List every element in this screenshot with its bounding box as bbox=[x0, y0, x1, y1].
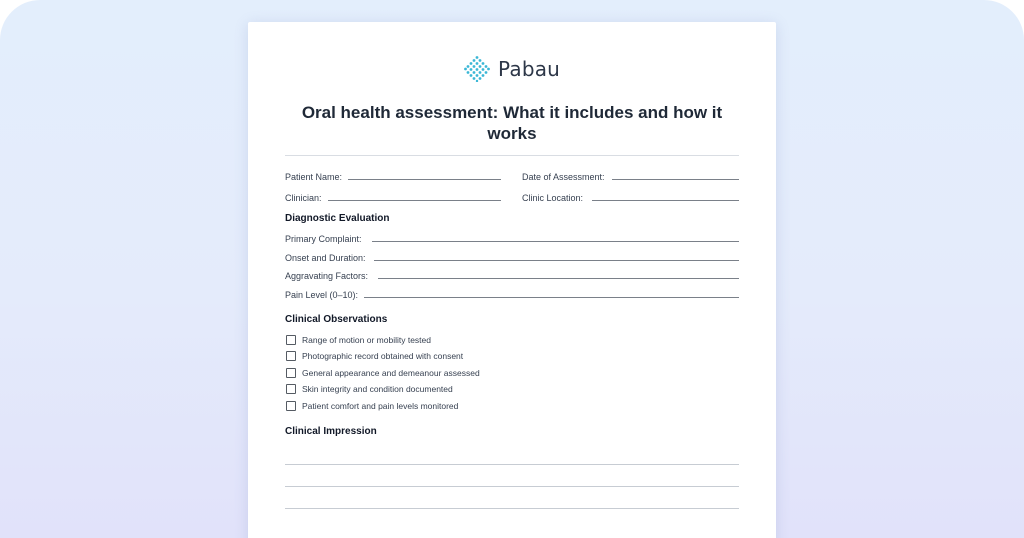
title-divider bbox=[285, 155, 739, 156]
onset-duration-label: Onset and Duration: bbox=[285, 253, 366, 263]
observation-checkbox-4[interactable] bbox=[286, 384, 296, 394]
clinician-field[interactable] bbox=[328, 200, 501, 201]
observation-label-3: General appearance and demeanour assessed bbox=[302, 368, 480, 378]
brand-logo bbox=[464, 56, 560, 82]
clinician-label: Clinician: bbox=[285, 193, 322, 203]
pain-level-label: Pain Level (0–10): bbox=[285, 290, 359, 300]
impression-line-1[interactable] bbox=[285, 464, 739, 465]
aggravating-factors-label: Aggravating Factors: bbox=[285, 271, 369, 281]
aggravating-factors-field[interactable] bbox=[378, 278, 739, 279]
impression-line-3[interactable] bbox=[285, 508, 739, 509]
observation-label-5: Patient comfort and pain levels monitored bbox=[302, 401, 459, 411]
observation-checkbox-2[interactable] bbox=[286, 351, 296, 361]
date-of-assessment-label: Date of Assessment: bbox=[522, 172, 605, 182]
impression-line-2[interactable] bbox=[285, 486, 739, 487]
clinical-impression-heading: Clinical Impression bbox=[285, 426, 377, 437]
patient-name-field[interactable] bbox=[348, 179, 501, 180]
brand-name: Pabau bbox=[498, 57, 561, 81]
observation-checkbox-5[interactable] bbox=[286, 401, 296, 411]
observation-label-4: Skin integrity and condition documented bbox=[302, 384, 453, 394]
observation-label-1: Range of motion or mobility tested bbox=[302, 335, 431, 345]
clinical-observations-heading: Clinical Observations bbox=[285, 314, 388, 325]
clinic-location-field[interactable] bbox=[592, 200, 739, 201]
date-of-assessment-field[interactable] bbox=[612, 179, 739, 180]
observation-checkbox-1[interactable] bbox=[286, 335, 296, 345]
diagnostic-evaluation-heading: Diagnostic Evaluation bbox=[285, 213, 390, 224]
clinic-location-label: Clinic Location: bbox=[522, 193, 584, 203]
primary-complaint-label: Primary Complaint: bbox=[285, 234, 362, 244]
document-title: Oral health assessment: What it includes and how it works bbox=[301, 103, 723, 143]
onset-duration-field[interactable] bbox=[374, 260, 739, 261]
primary-complaint-field[interactable] bbox=[372, 241, 739, 242]
observation-checkbox-3[interactable] bbox=[286, 368, 296, 378]
diamond-dots-icon bbox=[464, 56, 490, 82]
observation-label-2: Photographic record obtained with consent bbox=[302, 351, 464, 361]
patient-name-label: Patient Name: bbox=[285, 172, 343, 182]
pain-level-field[interactable] bbox=[364, 297, 739, 298]
assessment-form bbox=[248, 22, 776, 538]
